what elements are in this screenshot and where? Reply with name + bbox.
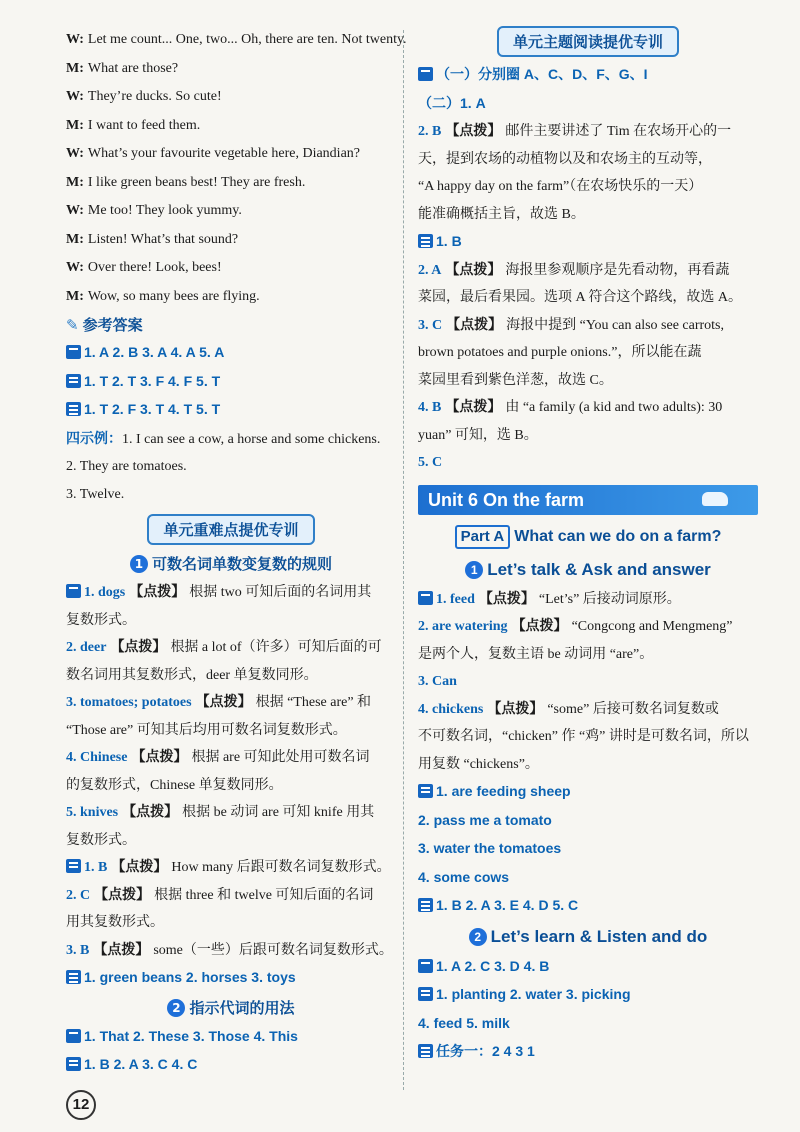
answer-item	[418, 668, 758, 696]
dialogue-text: What are those?	[87, 60, 179, 76]
lesson-2-exercise-2: 1. planting 2. water 3. picking	[418, 981, 758, 1010]
group-1-icon	[66, 1029, 81, 1043]
unit-banner: Unit 6 On the farm	[418, 485, 758, 515]
group-1-icon	[418, 959, 433, 973]
group-1-icon	[418, 67, 433, 81]
reference-answer-row	[66, 339, 396, 368]
right-column	[418, 26, 758, 1067]
topic-1-exercise-1	[66, 579, 396, 854]
dialogue-text: Wow, so many bees are flying.	[87, 288, 260, 304]
topic-2-heading: 2 指示代词的用法	[66, 993, 396, 1023]
answer-item	[66, 854, 396, 882]
hint-text: some（一些）后跟可数名词复数形式。	[153, 942, 393, 958]
car-icon	[702, 492, 728, 506]
answer-item	[66, 937, 396, 965]
reference-answer-row	[66, 396, 396, 425]
left-column	[66, 26, 407, 1080]
hint-text: 根据 three 和 twelve 可知后面的名词	[154, 887, 374, 903]
reading-answer-7-cont: yuan” 可知，选 B。	[418, 427, 538, 443]
answer-item	[66, 882, 396, 910]
dialogue-text: Listen! What’s that sound?	[87, 231, 239, 247]
lesson-2-exercise-1: 1. A 2. C 3. D 4. B	[418, 953, 758, 982]
group-2-icon	[66, 1057, 81, 1071]
dialogue-line	[66, 112, 396, 141]
speaker-label: M:	[66, 231, 84, 247]
hint-text: 根据 a lot of（许多）可知后面的可	[170, 640, 382, 655]
dialogue-text: Me too! They look yummy.	[87, 203, 242, 218]
group-2-icon	[418, 784, 433, 798]
topic-1-exercise-3: 1. green beans 2. horses 3. toys	[66, 964, 396, 993]
group-2-icon	[66, 859, 81, 873]
answer-key: 5. knives	[66, 805, 119, 820]
lesson-1-exercise-1	[418, 586, 758, 779]
group-1-icon	[418, 591, 433, 605]
answer-item	[418, 778, 758, 807]
dialogue-text: Over there! Look, bees!	[87, 260, 222, 275]
reading-answer-3-cont-2: “A happy day on the farm”（在农场快乐的一天）	[418, 179, 703, 194]
section-title-reading: 单元主题阅读提优专训	[418, 26, 758, 57]
answer-item	[66, 579, 396, 607]
speaker-label: W:	[66, 89, 84, 104]
group-2-icon	[66, 374, 81, 388]
reading-answer-3: 2. B 【点拨】 邮件主要讲述了 Tim 在农场开心的一	[418, 124, 732, 139]
ref-four-line-3: 3. Twelve.	[66, 486, 125, 502]
column-divider	[403, 30, 404, 1090]
hint-continuation: 数名词用其复数形式，deer 单复数同形。	[66, 667, 318, 683]
speaker-label: W:	[66, 32, 84, 47]
hint-tag: 【点拨】	[511, 619, 568, 634]
answer-item	[66, 634, 396, 662]
speaker-label: M:	[66, 60, 84, 76]
hint-tag: 【点拨】	[195, 695, 252, 710]
hint-text: “Congcong and Mengmeng”	[571, 619, 733, 634]
dialogue-text: I want to feed them.	[87, 117, 201, 133]
hint-continuation: 不可数名词，“chicken” 作 “鸡” 讲时是可数名词，所以用复数 “chickens”。	[418, 729, 749, 772]
hint-tag: 【点拨】	[93, 942, 150, 958]
dialogue-line	[66, 140, 396, 169]
ref-four-line-2: 2. They are tomatoes.	[66, 459, 187, 474]
answer-item	[418, 864, 758, 893]
hint-tag: 【点拨】	[129, 585, 186, 600]
hint-text: 根据 be 动词 are 可知 knife 用其	[182, 805, 375, 820]
dialogue-text: What’s your favourite vegetable here, Diandian?	[87, 146, 360, 161]
hint-text: “Let’s” 后接动词原形。	[538, 591, 681, 607]
answer-key: 1. feed	[436, 591, 475, 607]
dialogue-line	[66, 169, 396, 198]
reading-answer-4: 1. B	[418, 228, 758, 257]
answer-text: 2. pass me a tomato	[418, 811, 552, 828]
group-2-icon	[418, 987, 433, 1001]
reference-answer-text: 1. T 2. T 3. F 4. F 5. T	[84, 372, 221, 389]
reading-answer-2: （二）1. A	[418, 94, 486, 111]
answer-key: 4. Chinese	[66, 750, 128, 765]
topic-1-exercise-2	[66, 854, 396, 964]
answer-item	[418, 613, 758, 641]
answer-text: 1. are feeding sheep	[436, 783, 571, 799]
page-number: 12	[66, 1090, 96, 1120]
reference-answer-text: 1. T 2. F 3. T 4. T 5. T	[84, 401, 221, 417]
reference-answer-row	[66, 368, 396, 397]
answer-key: 4. chickens	[418, 701, 484, 717]
hint-continuation: 的复数形式，Chinese 单复数同形。	[66, 777, 283, 793]
answer-key: 3. B	[66, 942, 90, 958]
group-3-icon	[418, 898, 433, 912]
hint-text: “some” 后接可数名词复数或	[547, 701, 719, 717]
hint-tag: 【点拨】	[111, 860, 168, 875]
dialogue	[66, 26, 407, 311]
hint-tag: 【点拨】	[94, 887, 151, 903]
speaker-label: M:	[66, 117, 84, 133]
group-3-icon	[418, 234, 433, 248]
lesson-1-exercise-2	[418, 778, 758, 892]
dialogue-text: They’re ducks. So cute!	[87, 89, 222, 104]
lesson-2-exercise-2-b: 4. feed 5. milk	[418, 1014, 510, 1031]
paperclip-icon: ✎	[66, 316, 79, 334]
answer-item	[418, 835, 758, 864]
dialogue-line	[66, 254, 396, 283]
reference-answers-heading: ✎ 参考答案	[66, 316, 143, 334]
answer-item	[418, 696, 758, 724]
reference-answer-text: 1. A 2. B 3. A 4. A 5. A	[84, 344, 225, 360]
topic-2-exercise-2: 1. B 2. A 3. C 4. C	[66, 1051, 396, 1080]
reading-answer-7: 4. B 【点拨】 由 “a family (a kid and two adults): 30	[418, 400, 723, 415]
group-3-icon	[418, 1044, 433, 1058]
dialogue-line	[66, 283, 396, 312]
answer-key: 2. C	[66, 887, 91, 903]
hint-tag: 【点拨】	[131, 750, 188, 765]
reading-answer-6-cont-1: brown potatoes and purple onions.”，所以能在蔬	[418, 345, 702, 360]
speaker-label: M:	[66, 288, 84, 304]
answer-key: 1. dogs	[84, 585, 126, 600]
dialogue-line	[66, 83, 396, 112]
answer-item	[66, 744, 396, 772]
hint-text: 根据 “These are” 和	[255, 695, 372, 710]
answer-key: 2. deer	[66, 640, 107, 655]
hint-text: 根据 are 可知此处用可数名词	[191, 750, 370, 765]
answer-key: 1. B	[84, 860, 108, 875]
hint-continuation: 复数形式。	[66, 832, 136, 848]
speaker-label: W:	[66, 260, 84, 275]
group-1-icon	[66, 584, 81, 598]
answer-text: 4. some cows	[418, 868, 510, 885]
answer-item	[418, 586, 758, 614]
section-title-key-points: 单元重难点提优专训	[66, 514, 396, 545]
speaker-label: M:	[66, 174, 84, 190]
answer-item	[66, 689, 396, 717]
reading-answer-8: 5. C	[418, 455, 443, 470]
reading-answer-1: （一）分别圈 A、C、D、F、G、I	[418, 61, 758, 90]
dialogue-line	[66, 26, 407, 55]
hint-text: How many 后跟可数名词复数形式。	[171, 860, 391, 875]
answer-item	[66, 799, 396, 827]
hint-tag: 【点拨】	[478, 591, 535, 607]
answer-key: 3. tomatoes; potatoes	[66, 695, 192, 710]
answer-key: 2. are watering	[418, 619, 508, 634]
reading-answer-6: 3. C 【点拨】 海报中提到 “You can also see carrots,	[418, 317, 724, 333]
reading-answer-3-cont-1: 天，提到农场的动植物以及和农场主的互动等，	[418, 151, 712, 167]
hint-continuation: 是两个人，复数主语 be 动词用 “are”。	[418, 646, 654, 662]
hint-text: 根据 two 可知后面的名词用其	[189, 585, 372, 600]
hint-tag: 【点拨】	[487, 701, 544, 717]
lesson-2-exercise-3: 任务一：2 4 3 1	[418, 1038, 758, 1067]
hint-tag: 【点拨】	[122, 805, 179, 820]
speaker-label: W:	[66, 203, 84, 218]
reading-answer-3-cont-3: 能准确概括主旨，故选 B。	[418, 206, 585, 222]
reading-answer-5-cont: 菜园，最后看果园。选项 A 符合这个路线，故选 A。	[418, 290, 742, 305]
group-3-icon	[66, 970, 81, 984]
hint-continuation: 复数形式。	[66, 612, 136, 628]
ref-four-line: 四示例：1. I can see a cow, a horse and some chickens.	[66, 429, 381, 447]
group-3-icon	[66, 402, 81, 416]
lesson-2-heading: 2 Let’s learn & Listen and do	[418, 921, 758, 953]
group-1-icon	[66, 345, 81, 359]
reading-answer-5: 2. A 【点拨】 海报里参观顺序是先看动物，再看蔬	[418, 262, 730, 278]
dialogue-line	[66, 197, 396, 226]
hint-continuation: 用其复数形式。	[66, 915, 164, 930]
topic-2-exercise-1: 1. That 2. These 3. Those 4. This	[66, 1023, 396, 1052]
lesson-1-heading: 1 Let’s talk & Ask and answer	[418, 554, 758, 586]
dialogue-line	[66, 226, 396, 255]
part-a-heading: Part A What can we do on a farm?	[418, 521, 758, 554]
answer-key: 3. Can	[418, 674, 457, 689]
reference-answers	[66, 339, 396, 425]
reading-answer-6-cont-2: 菜园里看到紫色洋葱，故选 C。	[418, 372, 613, 388]
dialogue-text: Let me count... One, two... Oh, there are ten. Not twenty.	[87, 32, 407, 47]
answer-text: 3. water the tomatoes	[418, 840, 562, 856]
hint-continuation: “Those are” 可知其后均用可数名词复数形式。	[66, 722, 347, 738]
hint-tag: 【点拨】	[110, 640, 167, 655]
dialogue-text: I like green beans best! They are fresh.	[87, 174, 306, 190]
speaker-label: W:	[66, 146, 84, 161]
answer-item	[418, 807, 758, 836]
lesson-1-exercise-3: 1. B 2. A 3. E 4. D 5. C	[418, 892, 758, 921]
dialogue-line	[66, 55, 396, 84]
topic-1-heading: 1 可数名词单数变复数的规则	[66, 549, 396, 579]
